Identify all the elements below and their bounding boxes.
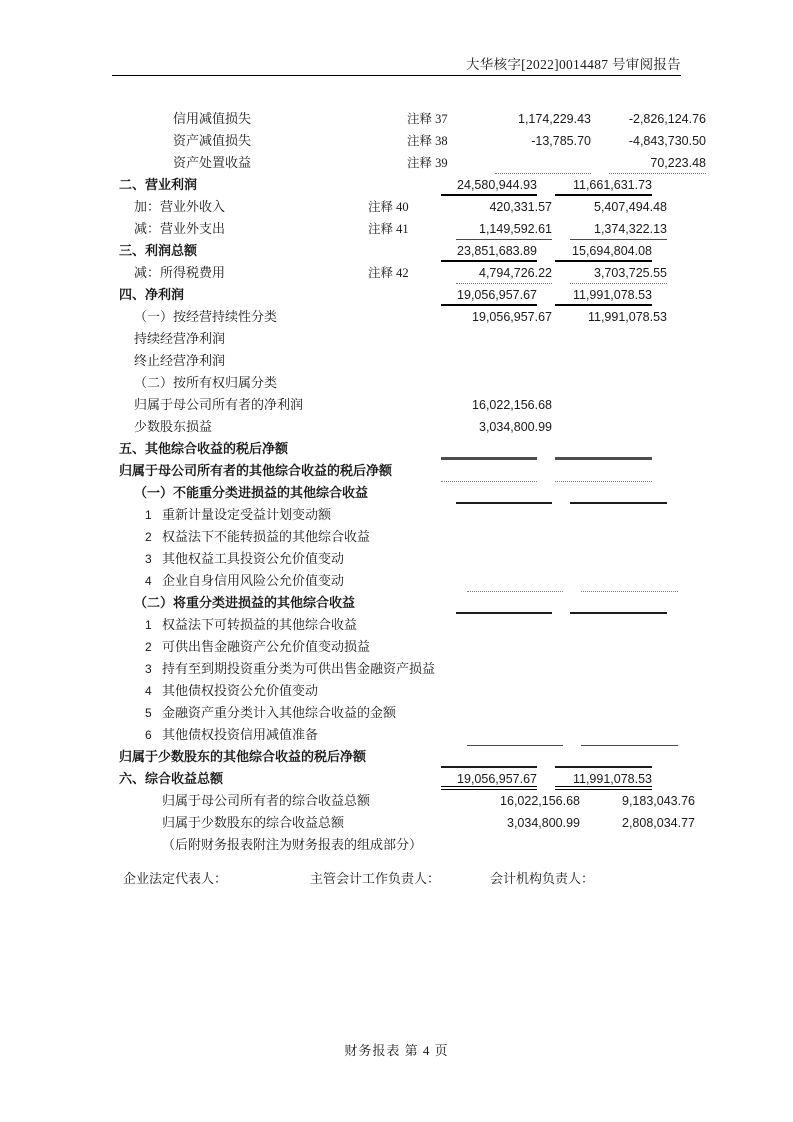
column-gap: [591, 130, 609, 152]
column-gap: [591, 152, 609, 174]
row-amount-current: [467, 570, 563, 592]
row-label-text: 四、净利润: [119, 287, 185, 302]
row-label: [119, 658, 436, 680]
row-label-text: 减：所得税费用: [134, 265, 226, 280]
report-number-header: 大华核字[2022]0014487 号审阅报告: [465, 57, 681, 72]
row-amount-prior: [570, 592, 667, 614]
row-label: [119, 350, 368, 372]
row-label-text: 五、其他综合收益的税后净额: [119, 441, 289, 456]
row-label-text: 六、综合收益总额: [119, 771, 224, 786]
row-note: [353, 174, 441, 196]
row-label-text: 三、利润总额: [119, 243, 198, 258]
row-label-text: 归属于母公司所有者的净利润: [134, 397, 304, 412]
row-note: [379, 636, 467, 658]
row-amount-prior: [570, 416, 667, 438]
row-note: [368, 592, 456, 614]
table-row: [119, 790, 695, 812]
row-amount-prior: 15,694,804.08: [555, 240, 652, 262]
row-note: [379, 504, 467, 526]
row-note: [379, 548, 467, 570]
row-label-text: 权益法下不能转损益的其他综合收益: [162, 529, 371, 544]
signature-accounting-organization: 会计机构负责人：: [490, 871, 595, 886]
row-label-text: （一）按经营持续性分类: [134, 309, 278, 324]
row-note: [353, 768, 441, 790]
row-label: [119, 614, 379, 636]
column-gap: [580, 790, 598, 812]
row-label-text: 二、营业利润: [119, 177, 198, 192]
row-amount-current: [441, 746, 537, 768]
row-label: [119, 636, 379, 658]
row-label: [119, 174, 353, 196]
table-row: [119, 394, 656, 416]
table-row: [119, 526, 656, 548]
row-item-number: 4: [145, 684, 152, 698]
table-row: [119, 746, 656, 768]
row-amount-current: [467, 614, 563, 636]
column-gap: [552, 306, 570, 328]
row-label-text: 持续经营净利润: [134, 331, 226, 346]
table-row: [119, 548, 656, 570]
row-amount-prior: [581, 570, 678, 592]
column-gap: [537, 438, 555, 460]
column-gap: [537, 284, 555, 306]
row-label: [119, 328, 368, 350]
column-gap: [552, 350, 570, 372]
row-label-text: 归属于母公司所有者的综合收益总额: [162, 793, 371, 808]
row-note: [396, 790, 484, 812]
table-row: [119, 262, 667, 284]
table-row: [119, 438, 656, 460]
column-gap: [537, 460, 555, 482]
row-amount-prior: 11,661,631.73: [555, 174, 652, 196]
row-amount-prior: 3,703,725.55: [570, 262, 667, 284]
row-note: [353, 438, 441, 460]
row-label-text: 归属于母公司所有者的其他综合收益的税后净额: [119, 463, 393, 478]
row-amount-current: [467, 658, 563, 680]
row-amount-prior: 2,808,034.77: [622, 816, 695, 830]
row-note: [368, 306, 456, 328]
row-label: [119, 262, 368, 284]
row-label: [119, 504, 379, 526]
row-label-text: 加：营业外收入: [134, 199, 226, 214]
row-label-text: 资产减值损失: [173, 133, 252, 148]
column-gap: [537, 746, 555, 768]
row-label: [119, 416, 368, 438]
row-label: [119, 592, 368, 614]
row-label: [119, 108, 407, 130]
column-gap: [580, 812, 598, 834]
column-gap: [552, 416, 570, 438]
column-gap: [563, 504, 581, 526]
row-note: 注释 37: [407, 112, 448, 126]
row-amount-current: [456, 482, 552, 504]
row-amount-current: [467, 636, 563, 658]
row-amount-current: 3,034,800.99: [507, 816, 580, 830]
row-amount-prior: [555, 460, 652, 482]
table-row: [119, 152, 706, 174]
row-label: [119, 152, 407, 174]
row-label: [119, 130, 407, 152]
table-row: [119, 834, 656, 856]
signature-legal-representative: 企业法定代表人：: [123, 871, 228, 886]
table-row: [119, 108, 706, 130]
row-label-text: 归属于少数股东的综合收益总额: [162, 815, 345, 830]
column-gap: [537, 768, 555, 790]
row-amount-prior: [555, 746, 652, 768]
table-row: [119, 812, 695, 834]
row-item-number: 4: [145, 574, 152, 588]
row-amount-prior: [581, 548, 678, 570]
row-label-text: 少数股东损益: [134, 419, 213, 434]
row-note: [379, 526, 467, 548]
row-note: [396, 812, 484, 834]
table-row: [119, 372, 656, 394]
row-amount-prior: [581, 680, 678, 702]
row-label: [119, 196, 368, 218]
row-label-text: 终止经营净利润: [134, 353, 226, 368]
row-label: [119, 812, 396, 834]
row-note: [353, 284, 441, 306]
row-amount-current: [456, 350, 552, 372]
table-row: [119, 570, 656, 592]
row-note: 注释 41: [368, 222, 409, 236]
row-label: [119, 240, 353, 262]
row-note: [379, 702, 467, 724]
row-note: [379, 658, 467, 680]
row-label: [119, 526, 379, 548]
row-label-text: 持有至到期投资重分类为可供出售金融资产损益: [162, 661, 436, 676]
income-statement-table: [119, 108, 706, 856]
column-gap: [580, 834, 598, 856]
row-note: [379, 680, 467, 702]
row-item-number: 2: [145, 530, 152, 544]
row-amount-current: [467, 702, 563, 724]
row-label-text: 权益法下可转损益的其他综合收益: [162, 617, 358, 632]
row-label: [119, 790, 396, 812]
row-item-number: 1: [145, 618, 152, 632]
table-row: [119, 328, 656, 350]
row-note: [368, 482, 456, 504]
row-label-text: 金融资产重分类计入其他综合收益的金额: [162, 705, 397, 720]
row-amount-current: [467, 548, 563, 570]
table-row: [119, 768, 656, 790]
table-row: [119, 306, 667, 328]
row-amount-prior: [570, 350, 667, 372]
column-gap: [563, 724, 581, 746]
row-note: [353, 460, 441, 482]
table-row: [119, 218, 667, 240]
row-label: [119, 284, 353, 306]
row-amount-current: -13,785.70: [531, 134, 591, 148]
row-amount-current: [467, 724, 563, 746]
row-amount-current: 19,056,957.67: [441, 284, 537, 306]
row-label-text: 重新计量设定受益计划变动额: [162, 507, 332, 522]
row-item-number: 3: [145, 552, 152, 566]
table-row: [119, 636, 656, 658]
row-label: [119, 834, 423, 856]
row-label: [119, 372, 368, 394]
row-amount-current: [441, 438, 537, 460]
row-amount-current: 19,056,957.67: [441, 768, 537, 790]
row-label-text: 资产处置收益: [173, 155, 252, 170]
row-note: [396, 834, 484, 856]
row-amount-current: [467, 526, 563, 548]
table-row: [119, 614, 656, 636]
column-gap: [552, 394, 570, 416]
row-note: [379, 570, 467, 592]
row-amount-current: [456, 328, 552, 350]
row-label-text: （一）不能重分类进损益的其他综合收益: [134, 485, 369, 500]
column-gap: [552, 372, 570, 394]
row-amount-prior: [555, 438, 652, 460]
row-amount-current: 1,149,592.61: [456, 218, 552, 240]
row-label: [119, 438, 353, 460]
row-note: [368, 394, 456, 416]
column-gap: [563, 636, 581, 658]
column-gap: [563, 570, 581, 592]
signature-accounting-head: 主管会计工作负责人：: [310, 871, 441, 886]
row-amount-prior: 11,991,078.53: [555, 284, 652, 306]
column-gap: [537, 174, 555, 196]
column-gap: [591, 108, 609, 130]
row-amount-prior: 1,374,322.13: [570, 218, 667, 240]
table-row: [119, 482, 656, 504]
row-note: 注释 39: [407, 156, 448, 170]
row-item-number: 5: [145, 706, 152, 720]
row-label-text: 其他债权投资信用减值准备: [162, 727, 319, 742]
column-gap: [563, 680, 581, 702]
row-note: [368, 416, 456, 438]
table-row: [119, 504, 656, 526]
table-row: [119, 416, 656, 438]
row-amount-prior: [570, 328, 667, 350]
table-row: [119, 130, 706, 152]
row-note: [379, 724, 467, 746]
row-label: [119, 680, 379, 702]
row-amount-current: [495, 152, 591, 174]
row-amount-current: 16,022,156.68: [472, 398, 552, 412]
table-row: [119, 284, 656, 306]
table-row: [119, 350, 656, 372]
column-gap: [552, 218, 570, 240]
row-amount-prior: 5,407,494.48: [594, 200, 667, 214]
row-amount-current: 4,794,726.22: [456, 262, 552, 284]
row-amount-prior: [570, 394, 667, 416]
row-label-text: 其他权益工具投资公允价值变动: [162, 551, 345, 566]
row-item-number: 1: [145, 508, 152, 522]
row-label-text: 归属于少数股东的其他综合收益的税后净额: [119, 749, 367, 764]
row-label-text: （二）将重分类进损益的其他综合收益: [134, 595, 356, 610]
table-row: [119, 702, 656, 724]
column-gap: [552, 262, 570, 284]
row-label: [119, 746, 367, 768]
header-rule: [112, 75, 681, 76]
row-label-text: 信用减值损失: [173, 111, 252, 126]
row-amount-current: 16,022,156.68: [500, 794, 580, 808]
row-label: [119, 702, 397, 724]
row-label-text: （后附财务报表附注为财务报表的组成部分）: [162, 837, 423, 852]
row-amount-current: 24,580,944.93: [441, 174, 537, 196]
row-item-number: 6: [145, 728, 152, 742]
row-amount-current: [467, 504, 563, 526]
table-row: [119, 592, 656, 614]
column-gap: [552, 592, 570, 614]
row-label-text: 其他债权投资公允价值变动: [162, 683, 319, 698]
column-gap: [552, 196, 570, 218]
row-label-text: 可供出售金融资产公允价值变动损益: [162, 639, 371, 654]
row-amount-prior: [581, 526, 678, 548]
row-amount-prior: -2,826,124.76: [628, 112, 706, 126]
row-amount-prior: 11,991,078.53: [587, 310, 667, 324]
table-row: [119, 680, 656, 702]
row-amount-prior: [581, 504, 678, 526]
row-label: [119, 218, 368, 240]
table-row: [119, 460, 656, 482]
column-gap: [563, 548, 581, 570]
row-label-text: 减：营业外支出: [134, 221, 226, 236]
row-amount-current: [441, 460, 537, 482]
column-gap: [552, 328, 570, 350]
column-gap: [537, 240, 555, 262]
table-row: [119, 240, 656, 262]
row-label: [119, 768, 353, 790]
row-item-number: 2: [145, 640, 152, 654]
column-gap: [563, 658, 581, 680]
column-gap: [552, 482, 570, 504]
row-label-text: （二）按所有权归属分类: [134, 375, 278, 390]
row-note: [368, 350, 456, 372]
row-amount-prior: [570, 372, 667, 394]
row-amount-current: [456, 592, 552, 614]
table-row: [119, 724, 656, 746]
row-note: [368, 328, 456, 350]
table-row: [119, 196, 667, 218]
row-amount-prior: [581, 702, 678, 724]
column-gap: [563, 614, 581, 636]
row-label-text: 企业自身信用风险公允价值变动: [162, 573, 345, 588]
row-label: [119, 548, 379, 570]
row-amount-prior: -4,843,730.50: [628, 134, 706, 148]
row-note: 注释 38: [407, 134, 448, 148]
row-label: [119, 724, 379, 746]
row-amount-prior: [581, 658, 678, 680]
row-amount-current: 23,851,683.89: [441, 240, 537, 262]
row-amount-current: 1,174,229.43: [518, 112, 591, 126]
row-amount-current: [456, 372, 552, 394]
column-gap: [563, 526, 581, 548]
row-note: [368, 372, 456, 394]
row-label: [119, 306, 368, 328]
row-amount-current: 19,056,957.67: [472, 310, 552, 324]
row-amount-prior: [581, 614, 678, 636]
row-amount-current: 3,034,800.99: [479, 420, 552, 434]
row-amount-current: [467, 680, 563, 702]
row-label: [119, 460, 393, 482]
row-note: [379, 614, 467, 636]
row-label: [119, 482, 368, 504]
row-amount-prior: 11,991,078.53: [555, 768, 652, 790]
column-gap: [563, 702, 581, 724]
row-note: 注释 40: [368, 200, 409, 214]
row-note: [353, 240, 441, 262]
table-row: [119, 658, 656, 680]
row-amount-prior: [570, 482, 667, 504]
row-note: 注释 42: [368, 266, 409, 280]
row-amount-prior: 70,223.48: [609, 152, 706, 174]
row-label: [119, 570, 379, 592]
row-amount-current: [484, 834, 580, 856]
row-amount-prior: 9,183,043.76: [622, 794, 695, 808]
row-amount-current: 420,331.57: [489, 200, 552, 214]
row-amount-prior: [581, 636, 678, 658]
footer-page-label: 财务报表 第 4 页: [344, 1043, 449, 1058]
row-note: [353, 746, 441, 768]
table-row: [119, 174, 656, 196]
row-label: [119, 394, 368, 416]
row-amount-prior: [598, 834, 695, 856]
row-item-number: 3: [145, 662, 152, 676]
row-amount-prior: [581, 724, 678, 746]
